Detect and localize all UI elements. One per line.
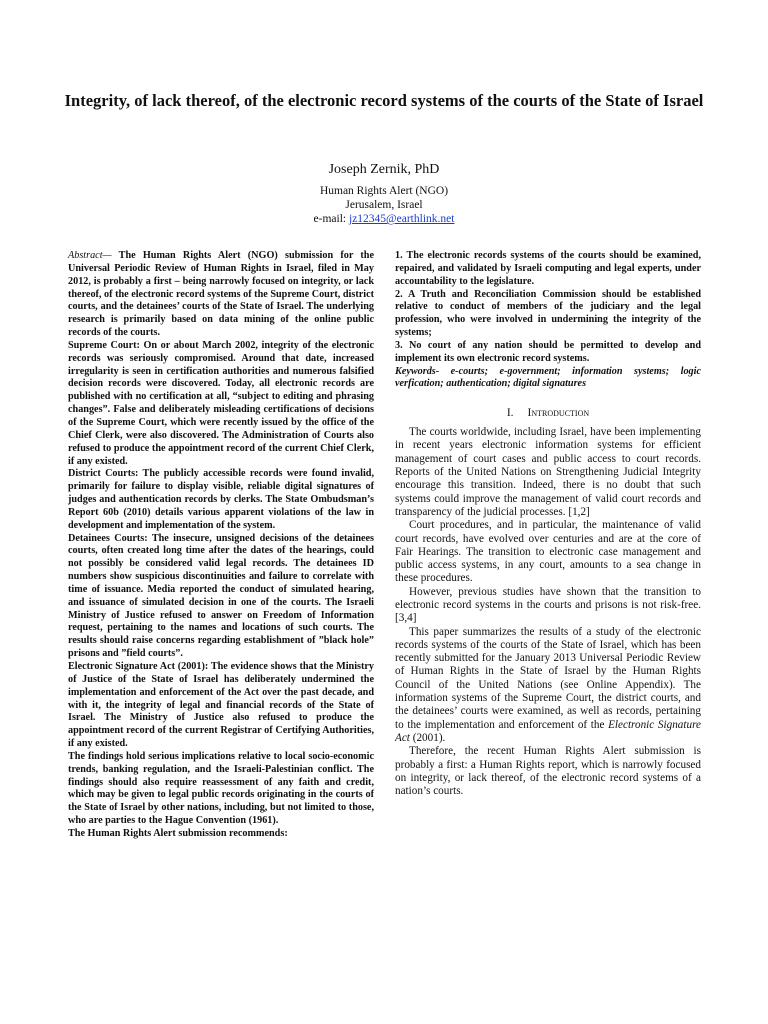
intro-paragraph: Therefore, the recent Human Rights Alert submission is probably a first: a Human Rights report, which is narrowly focused on integrity, or lack thereof, of the electronic record systems of a nation’s courts. bbox=[395, 745, 701, 798]
abstract-lead: Abstract— bbox=[68, 250, 112, 261]
location: Jerusalem, Israel bbox=[345, 199, 423, 211]
section-number: I. bbox=[506, 407, 514, 420]
keywords: Keywords- e-courts; e-government; information systems; logic verfication; authentication; digital signatures bbox=[395, 365, 701, 390]
abstract-district-courts: District Courts: The publicly accessible records were found invalid, primarily for failure to display visible, reliable digital signatures of judges and authentication records by clerks. The State Ombudsman’s Report 60b (2010) details various apparent violations of the law in development and implementation of the system. bbox=[68, 468, 374, 531]
intro-paragraph: The courts worldwide, including Israel, have been implementing in recent years electronic information systems for efficient management of court cases and public access to court records. Reports of the United Nations on Strengthening Judicial Integrity encourage this transition. Indeed, there is no doubt that such systems could improve the management of valid court records and transparency of the judicial processes. [1,2] bbox=[395, 426, 701, 518]
abstract-findings: The findings hold serious implications relative to local socio-economic trends, banking regulation, and the Israeli-Palestinian conflict. The findings should also require reassessment of any faith and credit, which may be given to legal public records originating in the courts of the State of Israel by other nations, including, but not limited to those, who are parties to the Hague Convention (1961). bbox=[68, 750, 374, 827]
author-name: Joseph Zernik, PhD bbox=[328, 162, 440, 177]
intro-paragraph: Court procedures, and in particular, the maintenance of valid court records, have evolved over centuries and are at the core of Fair Hearings. The transition to electronic case management and public access systems, in any court, amounts to a sea change in these procedures. bbox=[395, 519, 701, 585]
section-heading bbox=[395, 407, 701, 420]
recommendations-list bbox=[395, 250, 701, 366]
intro-paragraph: However, previous studies have shown that the transition to electronic record systems in the courts and prisons is not risk-free. [3,4] bbox=[395, 585, 701, 625]
abstract-recommends: The Human Rights Alert submission recommends: bbox=[68, 827, 288, 839]
abstract-column bbox=[68, 250, 374, 841]
section-title: Introduction bbox=[527, 407, 590, 420]
recommendation-item: 1. The electronic records systems of the courts should be examined, repaired, and validated by Israeli computing and legal experts, under accountability to the legislature. bbox=[395, 250, 701, 287]
abstract-detainees-courts: Detainees Courts: The insecure, unsigned decisions of the detainees courts, often created long time after the dates of the hearings, could not possibly be considered valid legal records. The detainees ID numbers show suspicious discontinuities and failure to correlate with time of issuance. Media reported the conduct of simulated hearing, and issuance of simulated decision in one of the courts. The Israeli Ministry of Justice refused to answer on Freedom of Information request, pertaining to the names and locations of such courts. The results should raise concerns regarding establishment of ”black hole” prisons and ”field courts”. bbox=[68, 532, 374, 660]
author-block bbox=[0, 160, 768, 226]
intro-paragraph bbox=[395, 626, 701, 746]
abstract-text: The Human Rights Alert (NGO) submission for the Universal Periodic Review of Human Rights in Israel, filed in May 2012, is probably a first – being narrowly focused on integrity, or lack thereof, of the electronic record systems of the Supreme Court, district courts, and the detainees’ courts of the State of Israel. The underlying research is primarily based on data mining of the online public records of the courts. bbox=[68, 250, 374, 339]
recommendation-item: 2. A Truth and Reconciliation Commission should be established relative to conduct of members of the judiciary and the legal profession, who were involved in undermining the integrity of the systems; bbox=[395, 288, 701, 339]
abstract-paragraph bbox=[68, 250, 374, 340]
email-line bbox=[0, 212, 768, 226]
act-name: Electronic Signature Act bbox=[395, 718, 701, 744]
act-year: (2001). bbox=[409, 731, 446, 744]
paper-title: Integrity, of lack thereof, of the electronic record systems of the courts of the State of Israel bbox=[64, 91, 704, 110]
recommendation-item: 3. No court of any nation should be permitted to develop and implement its own electronic record systems. bbox=[395, 339, 701, 364]
abstract-signature-act: Electronic Signature Act (2001): The evidence shows that the Ministry of Justice of the State of Israel has deliberately undermined the implementation and enforcement of the Act over the past decade, and with it, the integrity of legal and financial records of the State of Israel. The Ministry of Justice also refused to produce the appointment record of the current Registrar of Certifying Authorities, if any existed. bbox=[68, 661, 374, 750]
right-column bbox=[395, 250, 701, 798]
abstract-supreme-court: Supreme Court: On or about March 2002, integrity of the electronic records was seriously compromised. Around that date, increased irregularity is seen in certification authorities and numerous falsified decision records were discovered. Today, all electronic records are published with no certification at all, “subject to editing and phrasing changes”. False and deliberately misleading certifications of decisions of the Supreme Court, which were recently issued by the office of the Chief Clerk, were also discovered. The Administration of Courts also refused to produce the appointment record of the current Chief Clerk, if any existed. bbox=[68, 339, 374, 467]
affiliation: Human Rights Alert (NGO) bbox=[319, 185, 449, 197]
introduction-body bbox=[395, 426, 701, 798]
email-label: e-mail: bbox=[313, 213, 349, 225]
email-link[interactable]: jz12345@earthlink.net bbox=[349, 213, 455, 225]
intro-paragraph-text: This paper summarizes the results of a study of the electronic records systems of the courts of the State of Israel, which has been recently submitted for the January 2013 Universal Periodic Review of Human Rights in the State of Israel by the Human Rights Council of the United Nations (see Online Appendix). The information systems of the Supreme Court, the district courts, and the detainees’ courts were examined, as well as records, pertaining to the implementation and enforcement of the bbox=[395, 625, 701, 731]
